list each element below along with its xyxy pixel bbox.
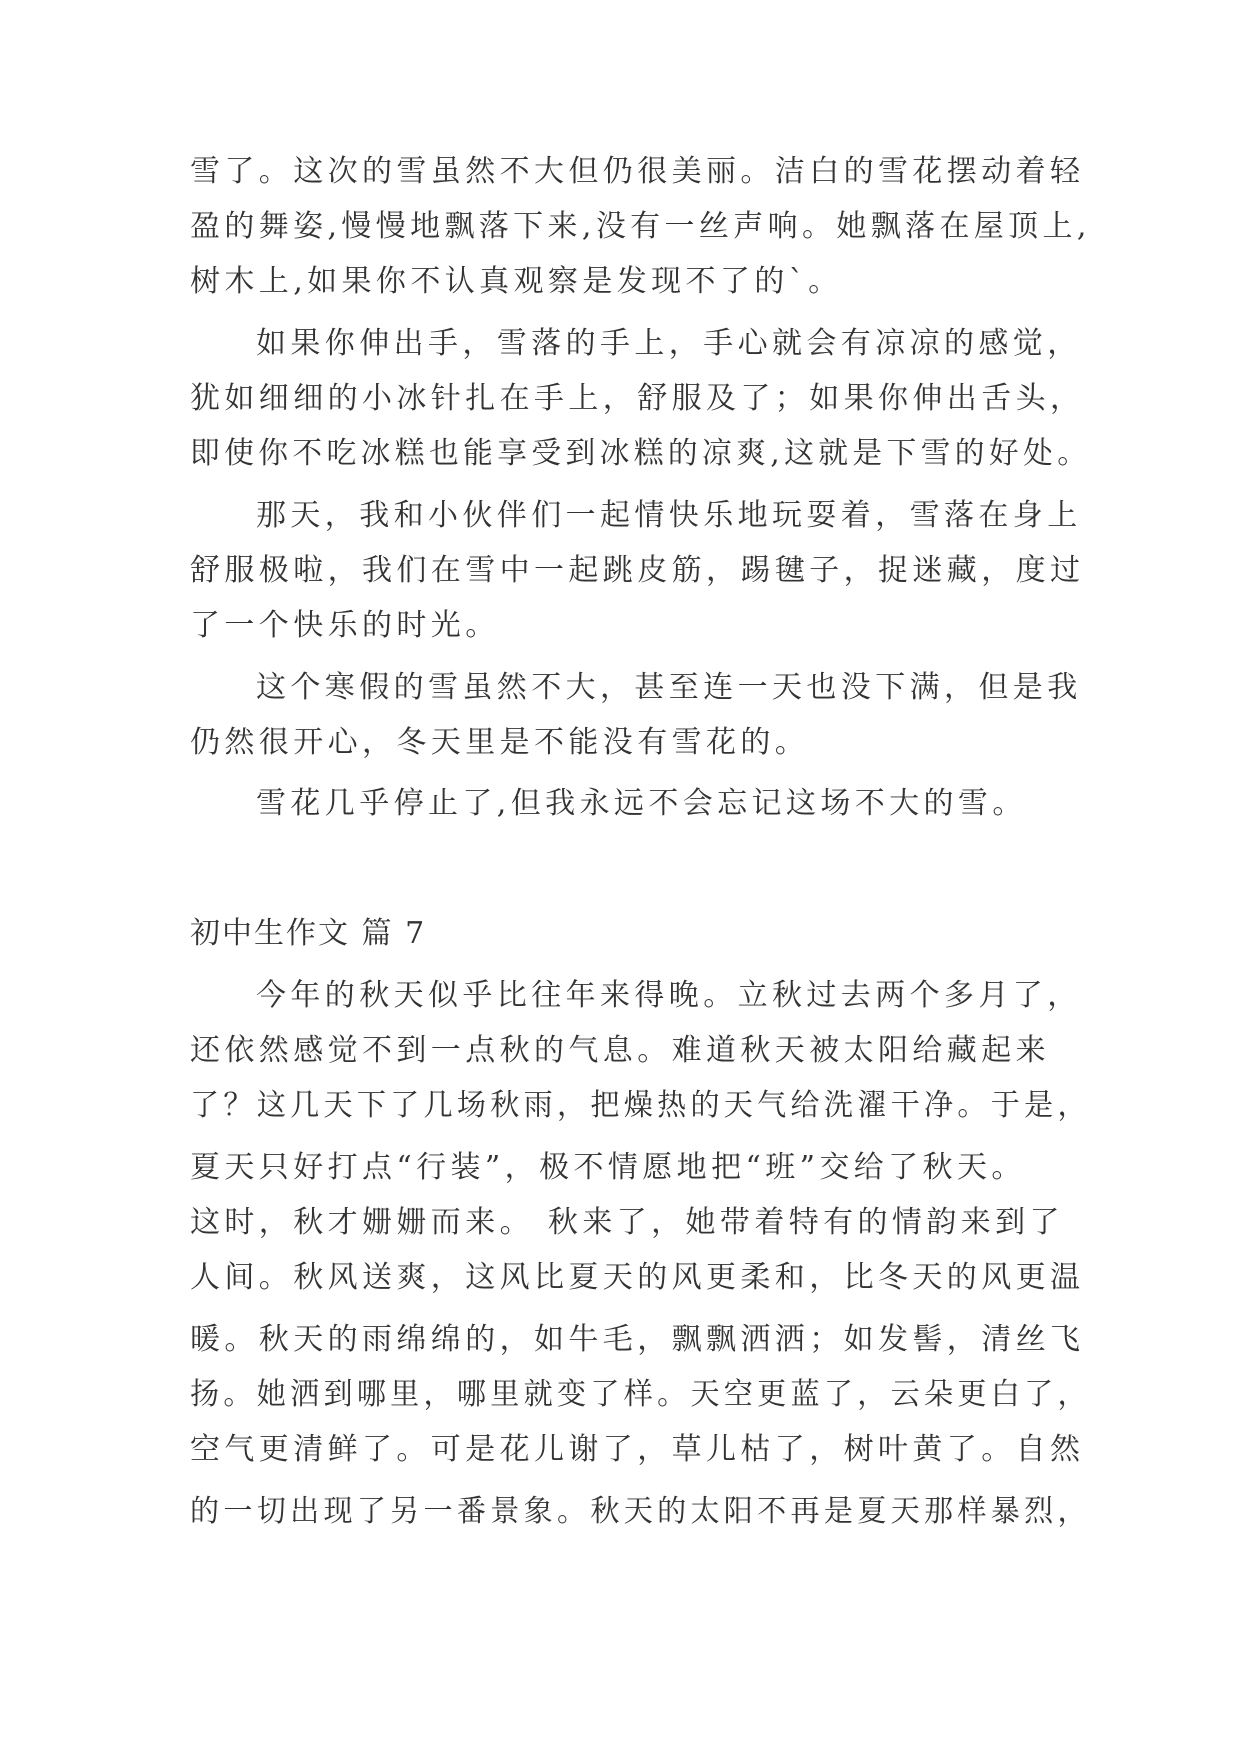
text-line: 扬。她洒到哪里，哪里就变了样。天空更蓝了，云朵更白了，: [190, 1377, 1091, 1412]
text-line: 舒服极啦，我们在雪中一起跳皮筋，踢毽子，捉迷藏，度过: [190, 553, 1085, 588]
text-line: 夏天只好打点“行装”，极不情愿地把“班”交给了秋天。: [190, 1150, 1026, 1185]
text-line: 还依然感觉不到一点秋的气息。难道秋天被太阳给藏起来: [190, 1033, 1050, 1068]
text-line: 空气更清鲜了。可是花儿谢了，草儿枯了，树叶黄了。自然: [190, 1432, 1085, 1467]
text-line: 即使你不吃冰糕也能享受到冰糕的凉爽,这就是下雪的好处。: [190, 436, 1092, 471]
text-line: 暖。秋天的雨绵绵的，如牛毛，飘飘洒洒；如发髻，清丝飞: [190, 1322, 1085, 1357]
section-heading: 初中生作文 篇 7: [190, 916, 427, 951]
text-line: 今年的秋天似乎比往年来得晚。立秋过去两个多月了，: [256, 978, 1082, 1013]
text-line: 的一切出现了另一番景象。秋天的太阳不再是夏天那样暴烈，: [190, 1494, 1091, 1529]
text-line: 盈的舞姿,慢慢地飘落下来,没有一丝声响。她飘落在屋顶上,: [190, 209, 1091, 244]
text-line: 这个寒假的雪虽然不大，甚至连一天也没下满，但是我: [256, 670, 1082, 705]
text-line: 树木上,如果你不认真观察是发现不了的`。: [190, 264, 843, 299]
text-line: 仍然很开心，冬天里是不能没有雪花的。: [190, 725, 810, 760]
text-line: 雪了。这次的雪虽然不大但仍很美丽。洁白的雪花摆动着轻: [190, 154, 1085, 189]
text-line: 如果你伸出手，雪落的手上，手心就会有凉凉的感觉，: [256, 326, 1082, 361]
text-line: 那天，我和小伙伴们一起情快乐地玩耍着，雪落在身上: [256, 498, 1082, 533]
text-line: 这时，秋才姗姗而来。 秋来了，她带着特有的情韵来到了: [190, 1205, 1064, 1240]
text-line: 犹如细细的小冰针扎在手上，舒服及了；如果你伸出舌头，: [190, 381, 1085, 416]
text-line: 了？这几天下了几场秋雨，把燥热的天气给洗濯干净。于是，: [190, 1088, 1091, 1123]
text-line: 雪花几乎停止了,但我永远不会忘记这场不大的雪。: [256, 786, 1027, 821]
text-line: 人间。秋风送爽，这风比夏天的风更柔和，比冬天的风更温: [190, 1260, 1085, 1295]
text-line: 了一个快乐的时光。: [190, 608, 500, 643]
